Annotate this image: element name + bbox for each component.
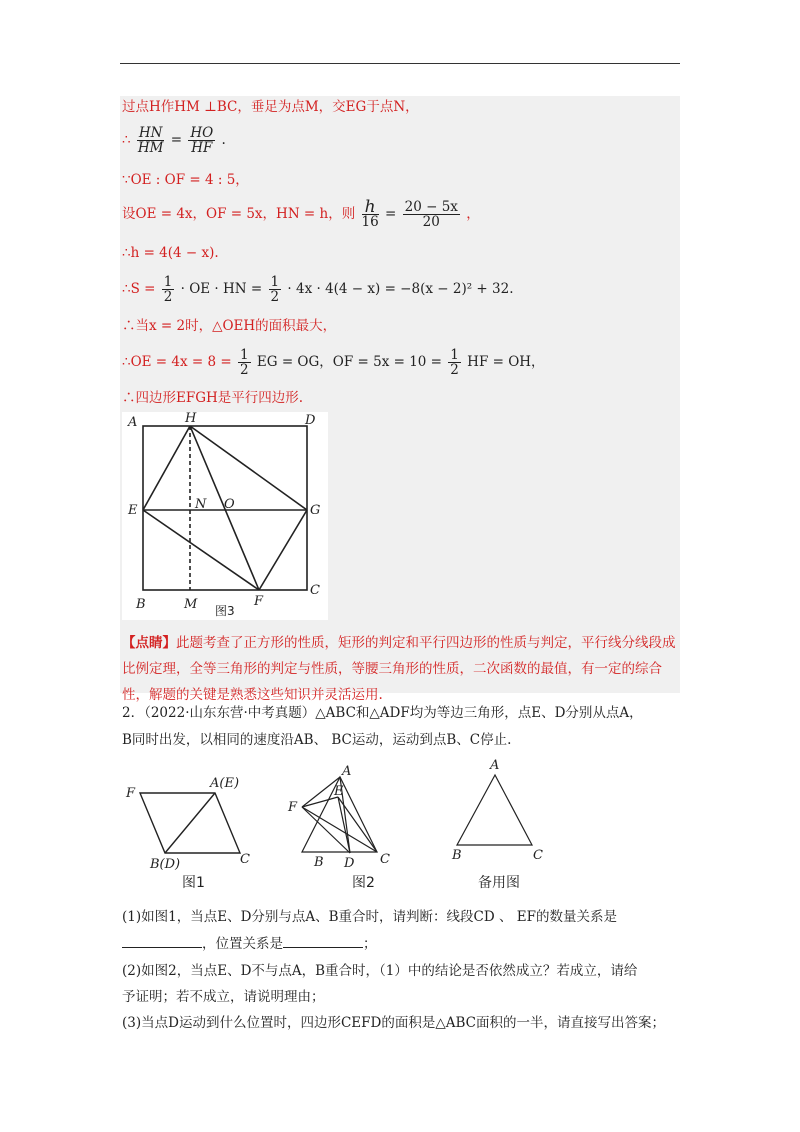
therefore-symbol: ∴ [122,132,131,148]
fraction-half-2: $\frac{1}{2}$ [270,274,280,305]
question-2-part-2-line-1: (2)如图2，当点E、D不与点A，B重合时，（1）中的结论是否依然成立？若成立，请给 [122,963,638,979]
question-2-line-1: 2．（2022·山东东营·中考真题）△ABC和△ADF均为等边三角形，点E、D分别从点A， [122,705,643,721]
solution-line-7: ∴当x = 2时，△OEH的面积最大， [122,318,337,334]
label-H: H [185,412,197,426]
f3-label-C: C [533,848,543,863]
f2-label-F: F [288,800,298,815]
fraction-half-4: $\frac{1}{2}$ [450,347,459,378]
figure-3-square-diagram [122,412,328,620]
solution-line-3: ∵OE : OF = 4 : 5， [122,172,249,188]
solution-line-1: 过点H作HM ⊥BC，垂足为点M，交EG于点N， [122,99,419,115]
f1-label-F: F [126,786,136,801]
comment-block [122,630,677,708]
f2-label-A: A [342,764,352,779]
fraction-half-1: $\frac{1}{2}$ [163,274,173,305]
comment-tag: 【点睛】 [122,635,176,651]
label-B: B [136,597,146,612]
label-F: F [254,594,264,609]
f3-label-B: B [452,848,462,863]
f2-label-B: B [314,855,324,870]
label-O: O [224,497,235,512]
f1-label-C: C [240,852,250,867]
solution-line-9: ∴四边形EFGH是平行四边形. [122,390,304,406]
solution-line-8: ∴OE = 4x = 8 = $\frac{1}{2}$ EG = OG，OF = 5x = 10 = $\frac{1}{2}$ HF = OH， [122,347,545,378]
fraction-20-5x: $\frac{20 - 5x}{20}$ [404,199,458,230]
answer-blank-1[interactable] [122,933,202,948]
figure-2-caption: 图2 [352,875,375,891]
fraction-ho-hf: $\frac{HO}{HF}$ [190,125,214,156]
fraction-h-16: $\frac{h}{16}$ [361,197,379,230]
f2-label-C: C [380,852,390,867]
label-C: C [310,583,320,598]
figure-3-caption: 图3 [215,604,235,618]
fraction-half-3: $\frac{1}{2}$ [240,347,249,378]
label-G: G [310,503,321,518]
f1-label-BD: B(D) [150,857,181,872]
label-A: A [128,415,138,430]
question-2-figures [120,755,560,895]
question-2-part-1-line-1: (1)如图1，当点E、D分别与点A、B重合时，请判断：线段CD 、 EF的数量关系是 [122,909,618,925]
solution-line-6: ∴S = $\frac{1}{2}$ · OE · HN = $\frac{1}{2}$ · 4x · 4(4 − x) = −8(x − 2)² + 32. [122,274,514,305]
question-2-part-1-line-2: ，位置关系是 ； [122,931,377,957]
question-2-line-2: B同时出发，以相同的速度沿AB、 BC运动，运动到点B、C停止. [122,732,512,748]
figure-spare-caption: 备用图 [478,875,520,891]
figure-1-caption: 图1 [182,875,205,891]
label-N: N [195,497,207,512]
header-rule [120,63,680,64]
f2-label-E: E [334,784,344,799]
label-D: D [305,413,316,428]
f3-label-A: A [490,758,500,773]
question-2-part-2-line-2: 予证明；若不成立，请说明理由； [122,989,325,1005]
solution-line-2: ∴ $\frac{HN}{HM}$ = $\frac{HO}{HF}$ . [122,125,226,156]
solution-line-5: ∴h = 4(4 − x). [122,245,219,261]
answer-blank-2[interactable] [283,933,363,948]
f1-label-AE: A(E) [210,776,240,791]
label-E: E [128,503,138,518]
solution-line-4: 设OE = 4x，OF = 5x，HN = h，则 $\frac{h}{16}$ = $\frac{20 - 5x}{20}$ ， [122,197,480,230]
f2-label-D: D [344,856,355,871]
fraction-hn-hm: $\frac{HN}{HM}$ [137,125,164,156]
label-M: M [184,597,198,612]
question-2-part-3: (3)当点D运动到什么位置时，四边形CEFD的面积是△ABC面积的一半，请直接写出答案； [122,1015,665,1031]
comment-text: 此题考查了正方形的性质，矩形的判定和平行四边形的性质与判定，平行线分线段成比例定理，全等三角形的判定与性质，等腰三角形的性质，二次函数的最值，有一定的综合性，解题的关键是熟悉这些知识并灵活运用. [122,635,676,703]
